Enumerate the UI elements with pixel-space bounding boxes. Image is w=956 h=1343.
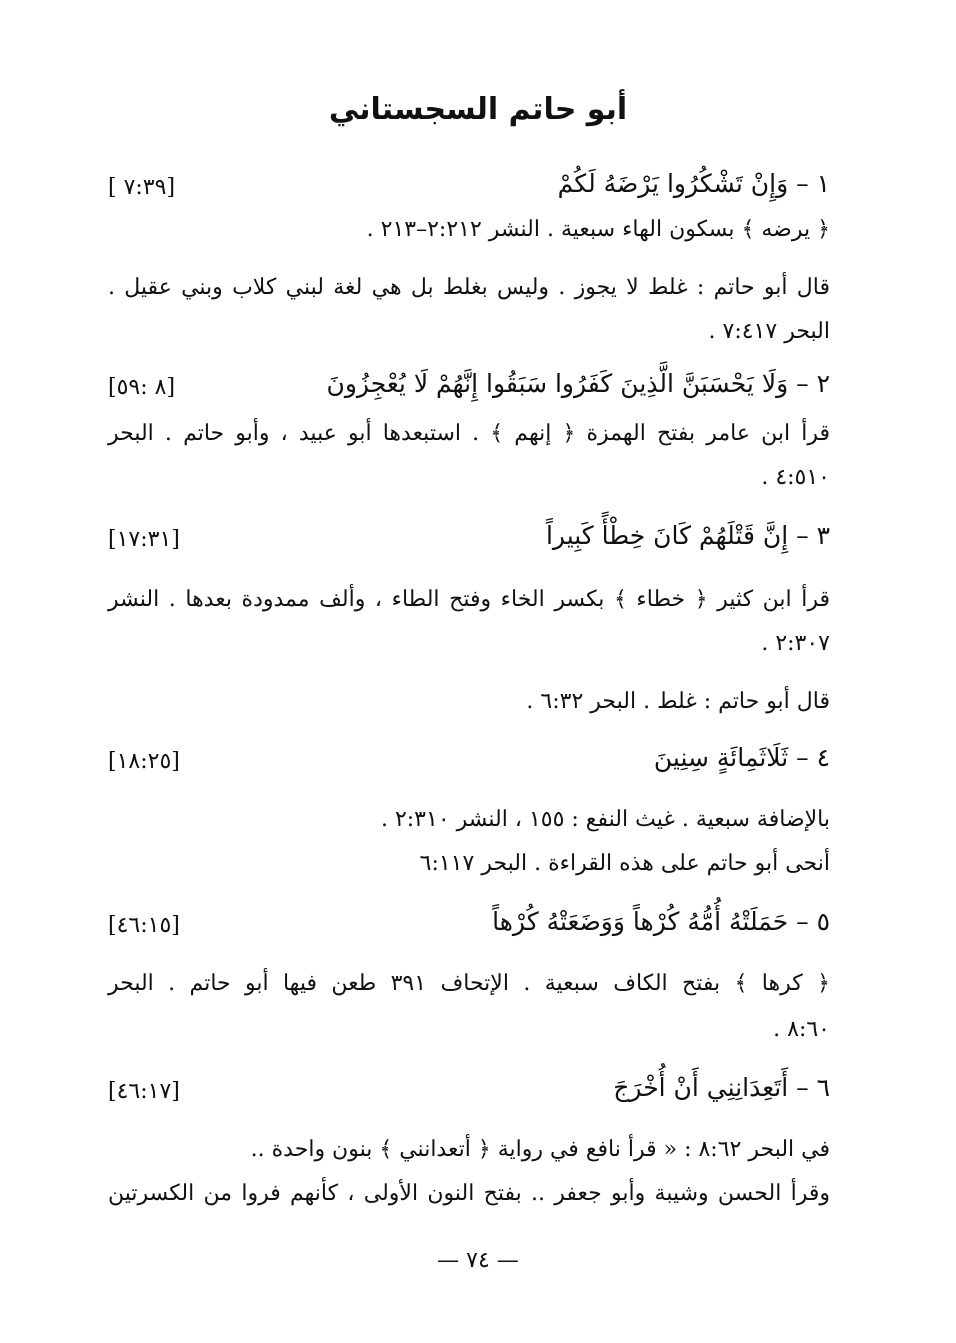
verse-ref-4: [١٨:٢٥] — [108, 749, 180, 774]
verse-ref-5: [٤٦:١٥] — [108, 913, 180, 938]
commentary-line: قال أبو حاتم : غلط لا يجوز . وليس بغلط بل هي لغة لبني كلاب وبني عقيل . — [108, 275, 830, 300]
verse-ref-3: [١٧:٣١] — [108, 527, 180, 552]
verse-ref-2: [٨ :٥٩] — [108, 375, 176, 400]
verse-1: ١ – وَإِنْ تَشْكُرُوا يَرْضَهُ لَكُمْ — [557, 169, 830, 198]
verse-ref-1: [ ٧:٣٩] — [108, 175, 176, 200]
commentary-line: البحر ٧:٤١٧ . — [708, 319, 830, 344]
verse-2: ٢ – وَلَا يَحْسَبَنَّ الَّذِينَ كَفَرُوا سَبَقُوا إِنَّهُمْ لَا يُعْجِزُونَ — [326, 369, 830, 398]
verse-4: ٤ – ثَلَاثَمِائَةٍ سِنِينَ — [653, 743, 830, 772]
verse-6: ٦ – أَتَعِدَانِنِي أَنْ أُخْرَجَ — [613, 1073, 830, 1102]
commentary-line: ٨:٦٠ . — [773, 1017, 830, 1042]
commentary-line: وقرأ الحسن وشيبة وأبو جعفر .. بفتح النون الأولى ، كأنهم فروا من الكسرتين — [108, 1181, 830, 1206]
commentary-line: ﴿ يرضه ﴾ بسكون الهاء سبعية . النشر ٢:٢١٢–٢١٣ . — [366, 217, 830, 242]
commentary-line: في البحر ٨:٦٢ : « قرأ نافع في رواية ﴿ أتعدانني ﴾ بنون واحدة .. — [250, 1137, 830, 1162]
page-title: أبو حاتم السجستاني — [328, 92, 628, 127]
commentary-line: ٢:٣٠٧ . — [761, 631, 830, 656]
verse-3: ٣ – إِنَّ قَتْلَهُمْ كَانَ خِطْأً كَبِيراً — [545, 521, 830, 550]
commentary-line: أنحى أبو حاتم على هذه القراءة . البحر ٦:١١٧ — [419, 851, 830, 876]
commentary-line: بالإضافة سبعية . غيث النفع : ١٥٥ ، النشر ٢:٣١٠ . — [380, 807, 830, 832]
verse-ref-6: [٤٦:١٧] — [108, 1079, 180, 1104]
verse-5: ٥ – حَمَلَتْهُ أُمُّهُ كُرْهاً وَوَضَعَتْهُ كُرْهاً — [492, 907, 830, 936]
commentary-line: قرأ ابن كثير ﴿ خطاء ﴾ بكسر الخاء وفتح الطاء ، وألف ممدودة بعدها . النشر — [108, 587, 830, 612]
page-number: — ٧٤ — — [437, 1248, 519, 1273]
commentary-line: قرأ ابن عامر بفتح الهمزة ﴿ إنهم ﴾ . استبعدها أبو عبيد ، وأبو حاتم . البحر — [108, 421, 830, 446]
commentary-line: ﴿ كرها ﴾ بفتح الكاف سبعية . الإتحاف ٣٩١ طعن فيها أبو حاتم . البحر — [108, 971, 830, 996]
commentary-line: ٤:٥١٠ . — [761, 465, 830, 490]
commentary-line: قال أبو حاتم : غلط . البحر ٦:٣٢ . — [526, 689, 830, 714]
